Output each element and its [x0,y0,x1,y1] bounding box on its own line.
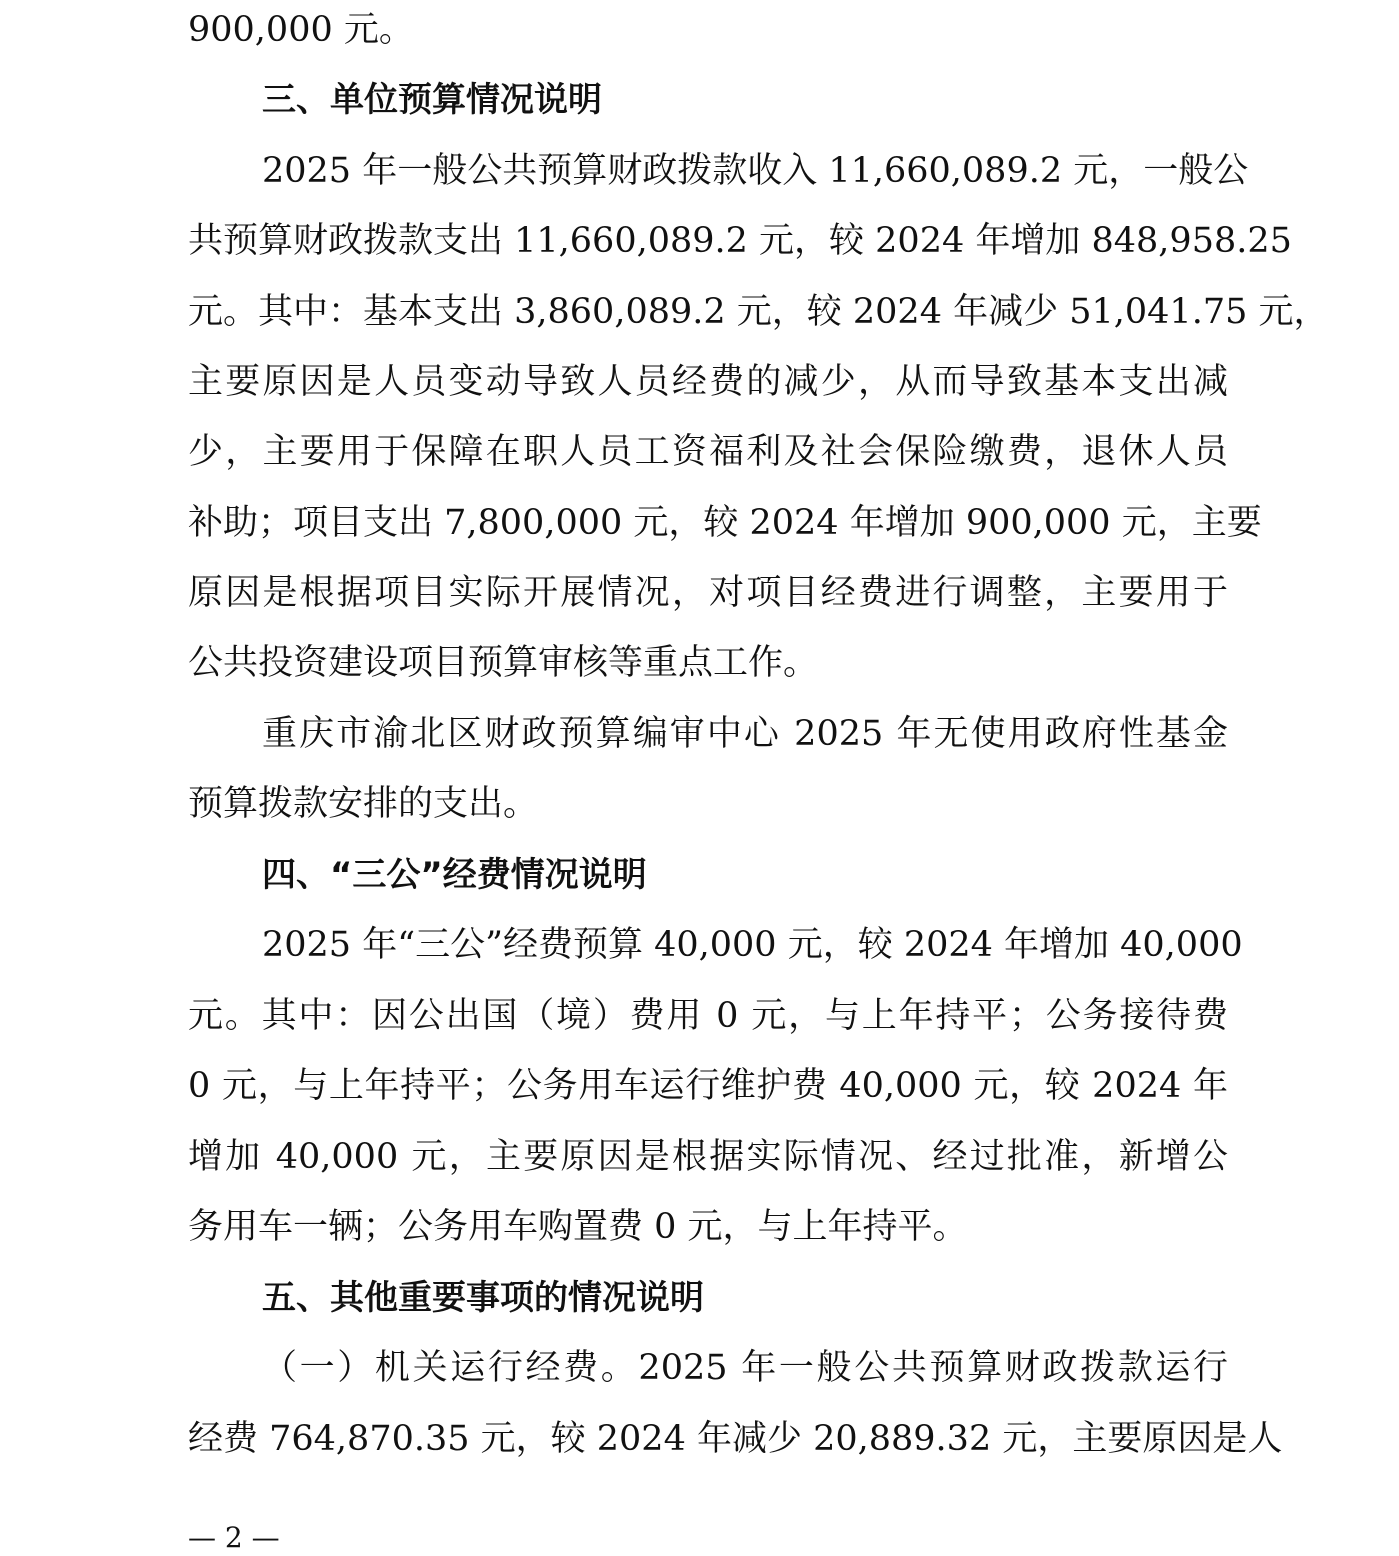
text-line: 重庆市渝北区财政预算编审中心 2025 年无使用政府性基金 [262,714,1228,754]
text-line: 公共投资建设项目预算审核等重点工作。 [188,643,819,683]
text-line-continuation: 900,000 元。 [188,10,414,50]
text-line: 经费 764,870.35 元，较 2024 年减少 20,889.32 元，主要原因是人 [188,1419,1283,1459]
text-line: 元。其中：因公出国（境）费用 0 元，与上年持平；公务接待费 [188,996,1228,1036]
section-heading-unit-budget: 三、单位预算情况说明 [262,80,602,120]
text-line: 预算拨款安排的支出。 [188,784,539,824]
text-line: 原因是根据项目实际开展情况，对项目经费进行调整，主要用于 [188,573,1228,613]
text-line: 务用车一辆；公务用车购置费 0 元，与上年持平。 [188,1207,968,1247]
section-heading-other-matters: 五、其他重要事项的情况说明 [262,1278,704,1318]
page-number: — 2 — [188,1521,280,1554]
text-line: 2025 年“三公”经费预算 40,000 元，较 2024 年增加 40,000 [262,925,1243,965]
text-line: 2025 年一般公共预算财政拨款收入 11,660,089.2 元，一般公 [262,151,1249,191]
text-line: 0 元，与上年持平；公务用车运行维护费 40,000 元，较 2024 年 [188,1066,1228,1106]
text-line: 共预算财政拨款支出 11,660,089.2 元，较 2024 年增加 848,958.25 [188,221,1292,261]
text-line: 增加 40,000 元，主要原因是根据实际情况、经过批准，新增公 [188,1137,1228,1177]
text-line: 主要原因是人员变动导致人员经费的减少，从而导致基本支出减 [188,362,1228,402]
text-line: 元。其中：基本支出 3,860,089.2 元，较 2024 年减少 51,041.75 元， [188,292,1329,332]
text-line: （一）机关运行经费。2025 年一般公共预算财政拨款运行 [262,1348,1228,1388]
text-line: 补助；项目支出 7,800,000 元，较 2024 年增加 900,000 元，主要 [188,503,1262,543]
text-line: 少，主要用于保障在职人员工资福利及社会保险缴费，退休人员 [188,432,1228,472]
section-heading-three-public-expenses: 四、“三公”经费情况说明 [262,855,647,895]
